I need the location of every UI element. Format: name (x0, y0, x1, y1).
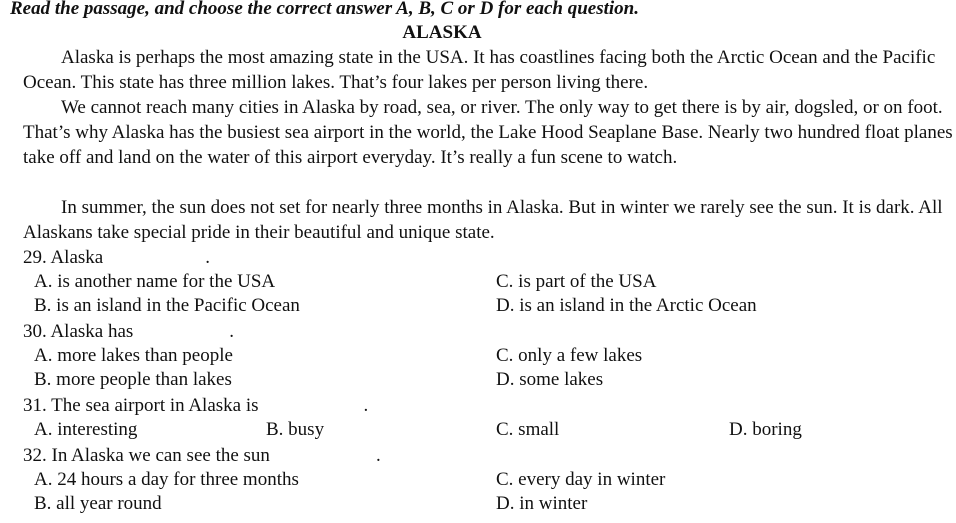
question-30-option-a[interactable]: A. more lakes than people (34, 345, 233, 366)
instruction-text: Read the passage, and choose the correct answer A, B, C or D for each question. (10, 0, 639, 19)
question-30 (23, 319, 234, 344)
question-32-stem: 32. In Alaska we can see the sun (23, 445, 270, 466)
question-32-option-a[interactable]: A. 24 hours a day for three months (34, 469, 299, 490)
question-29-option-d[interactable]: D. is an island in the Arctic Ocean (496, 295, 757, 316)
question-31-option-d[interactable]: D. boring (729, 419, 802, 440)
question-30-end: . (229, 321, 235, 342)
question-31 (23, 393, 368, 418)
question-30-option-b[interactable]: B. more people than lakes (34, 369, 232, 390)
question-32-option-d[interactable]: D. in winter (496, 493, 588, 514)
passage-paragraph-3: In summer, the sun does not set for nearly three months in Alaska. But in winter we rarely see the sun. It is dark. All Alaskans take special pride in their beautiful and unique state. (23, 197, 943, 243)
question-32-end: . (375, 445, 381, 466)
question-30-option-d[interactable]: D. some lakes (496, 369, 604, 390)
question-29-option-b[interactable]: B. is an island in the Pacific Ocean (34, 295, 300, 316)
question-32 (23, 443, 381, 468)
question-30-stem: 30. Alaska has (23, 321, 134, 342)
question-29-option-c[interactable]: C. is part of the USA (496, 271, 657, 292)
question-32-option-c[interactable]: C. every day in winter (496, 469, 666, 490)
question-29-stem: 29. Alaska (23, 247, 104, 268)
question-31-stem: 31. The sea airport in Alaska is (23, 395, 259, 416)
question-29-end: . (205, 247, 210, 268)
question-31-option-b[interactable]: B. busy (266, 419, 325, 440)
question-31-option-c[interactable]: C. small (496, 419, 560, 440)
question-29-option-a[interactable]: A. is another name for the USA (34, 271, 276, 292)
passage-paragraph-2: We cannot reach many cities in Alaska by road, sea, or river. The only way to get there is by air, dogsled, or on foot. That’s why Alaska has the busiest sea airport in the world, the Lake Hood Seaplane Base. Nearly two hundred float planes take off and land on the water of this airport everyday. It’s really a fun scene to watch. (23, 97, 953, 168)
question-32-option-b[interactable]: B. all year round (34, 493, 162, 514)
question-31-end: . (363, 395, 369, 416)
question-29 (23, 245, 210, 270)
question-30-option-c[interactable]: C. only a few lakes (496, 345, 643, 366)
question-31-option-a[interactable]: A. interesting (34, 419, 138, 440)
passage-title: ALASKA (402, 22, 482, 43)
passage-paragraph-1: Alaska is perhaps the most amazing state in the USA. It has coastlines facing both the Arctic Ocean and the Pacific Ocean. This state has three million lakes. That’s four lakes per person living there. (23, 47, 936, 93)
